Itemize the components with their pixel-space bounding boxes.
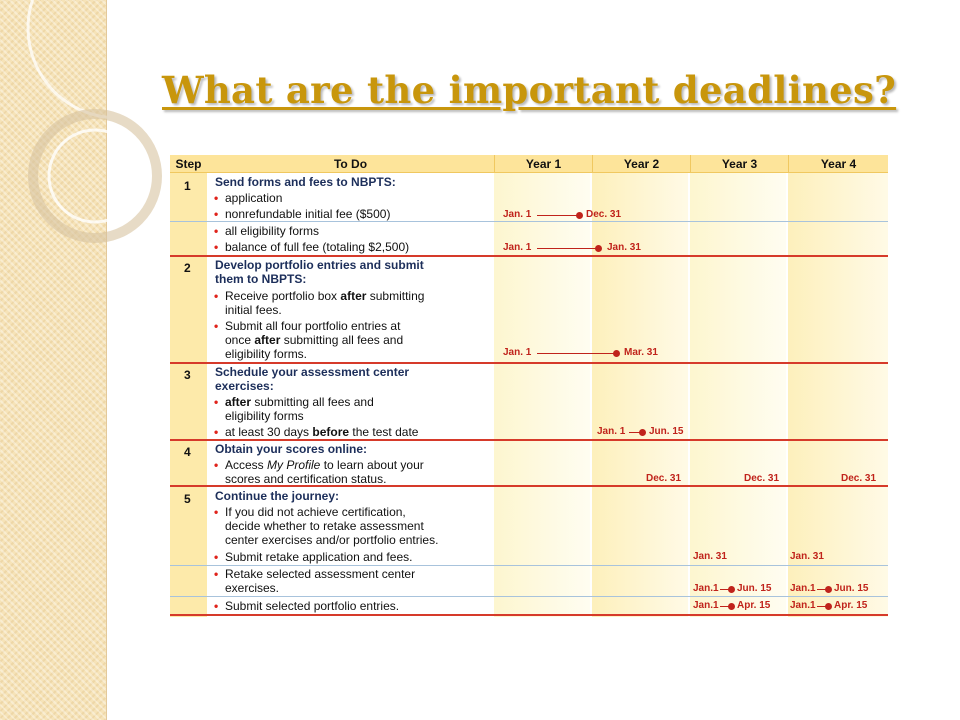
- step-divider: [170, 362, 888, 364]
- list-item: • application: [225, 191, 282, 205]
- timeline-marker: [576, 212, 583, 219]
- date-label: Dec. 31: [646, 473, 682, 484]
- list-item: • If you did not achieve certification, decide whether to retake assessment center exercises and/or portfolio entries.: [225, 505, 438, 547]
- table-bottom-border: [170, 614, 888, 616]
- date-label: Jan. 1: [503, 347, 532, 358]
- year1-column: [494, 173, 592, 617]
- list-item: • Receive portfolio box after submitting initial fees.: [225, 289, 424, 317]
- date-label: Jun. 15: [737, 583, 772, 594]
- timeline-marker: [613, 350, 620, 357]
- decorative-circles: [0, 0, 180, 260]
- timeline-marker: [639, 429, 646, 436]
- timeline-line: [537, 248, 597, 249]
- timeline-line: [537, 353, 615, 354]
- step-title: Send forms and fees to NBPTS:: [215, 175, 396, 189]
- date-label: Jun. 15: [649, 426, 684, 437]
- list-item: • at least 30 days before the test date: [225, 425, 418, 439]
- step-title: Continue the journey:: [215, 489, 339, 503]
- date-label: Jan.1: [693, 600, 719, 611]
- date-label: Jan. 1: [503, 242, 532, 253]
- date-label: Jan. 1: [503, 209, 532, 220]
- date-label: Jun. 15: [834, 583, 869, 594]
- list-item: • Access My Profile to learn about your scores and certification status.: [225, 458, 424, 486]
- step-divider: [170, 255, 888, 257]
- list-item: • balance of full fee (totaling $2,500): [225, 240, 409, 254]
- step-number: 4: [184, 445, 191, 459]
- timeline-marker: [728, 603, 735, 610]
- timeline-marker: [728, 586, 735, 593]
- deadlines-table: [170, 155, 888, 617]
- date-label: Dec. 31: [841, 473, 877, 484]
- date-label: Apr. 15: [834, 600, 868, 611]
- date-label: Dec. 31: [586, 209, 622, 220]
- slide-title: What are the important deadlines?: [162, 68, 897, 112]
- row-divider: [170, 596, 888, 597]
- step-number: 1: [184, 179, 191, 193]
- step-title: Schedule your assessment center exercises:: [215, 365, 410, 393]
- header-todo: To Do: [207, 155, 494, 173]
- timeline-line: [537, 215, 579, 216]
- step-number: 5: [184, 492, 191, 506]
- date-label: Jan. 1: [597, 426, 626, 437]
- list-item: • nonrefundable initial fee ($500): [225, 207, 390, 221]
- step-number: 3: [184, 368, 191, 382]
- header-year1: Year 1: [494, 155, 592, 173]
- step-title: Develop portfolio entries and submit them to NBPTS:: [215, 258, 424, 286]
- row-divider: [170, 221, 888, 222]
- timeline-marker: [825, 586, 832, 593]
- date-label: Jan. 31: [607, 242, 641, 253]
- date-label: Mar. 31: [624, 347, 658, 358]
- list-item: • Submit all four portfolio entries at once after submitting all fees and eligibility forms.: [225, 319, 403, 361]
- timeline-marker: [825, 603, 832, 610]
- header-step: Step: [170, 155, 207, 173]
- header-year3: Year 3: [690, 155, 788, 173]
- header-year4: Year 4: [788, 155, 888, 173]
- step-number: 2: [184, 261, 191, 275]
- list-item: • Submit retake application and fees.: [225, 550, 412, 564]
- date-label: Dec. 31: [744, 473, 780, 484]
- row-divider: [170, 565, 888, 566]
- step-divider: [170, 439, 888, 441]
- date-label: Jan.1: [790, 600, 816, 611]
- header-year2: Year 2: [592, 155, 690, 173]
- date-label: Jan.1: [790, 583, 816, 594]
- list-item: • all eligibility forms: [225, 224, 319, 238]
- date-label: Jan. 31: [790, 551, 824, 562]
- date-label: Apr. 15: [737, 600, 771, 611]
- step-title: Obtain your scores online:: [215, 442, 368, 456]
- list-item: • after submitting all fees and eligibility forms: [225, 395, 374, 423]
- step-column: [170, 173, 207, 617]
- date-label: Jan.1: [693, 583, 719, 594]
- year2-column: [592, 173, 690, 617]
- list-item: • Retake selected assessment center exercises.: [225, 567, 415, 595]
- timeline-marker: [595, 245, 602, 252]
- date-label: Jan. 31: [693, 551, 727, 562]
- list-item: • Submit selected portfolio entries.: [225, 599, 399, 613]
